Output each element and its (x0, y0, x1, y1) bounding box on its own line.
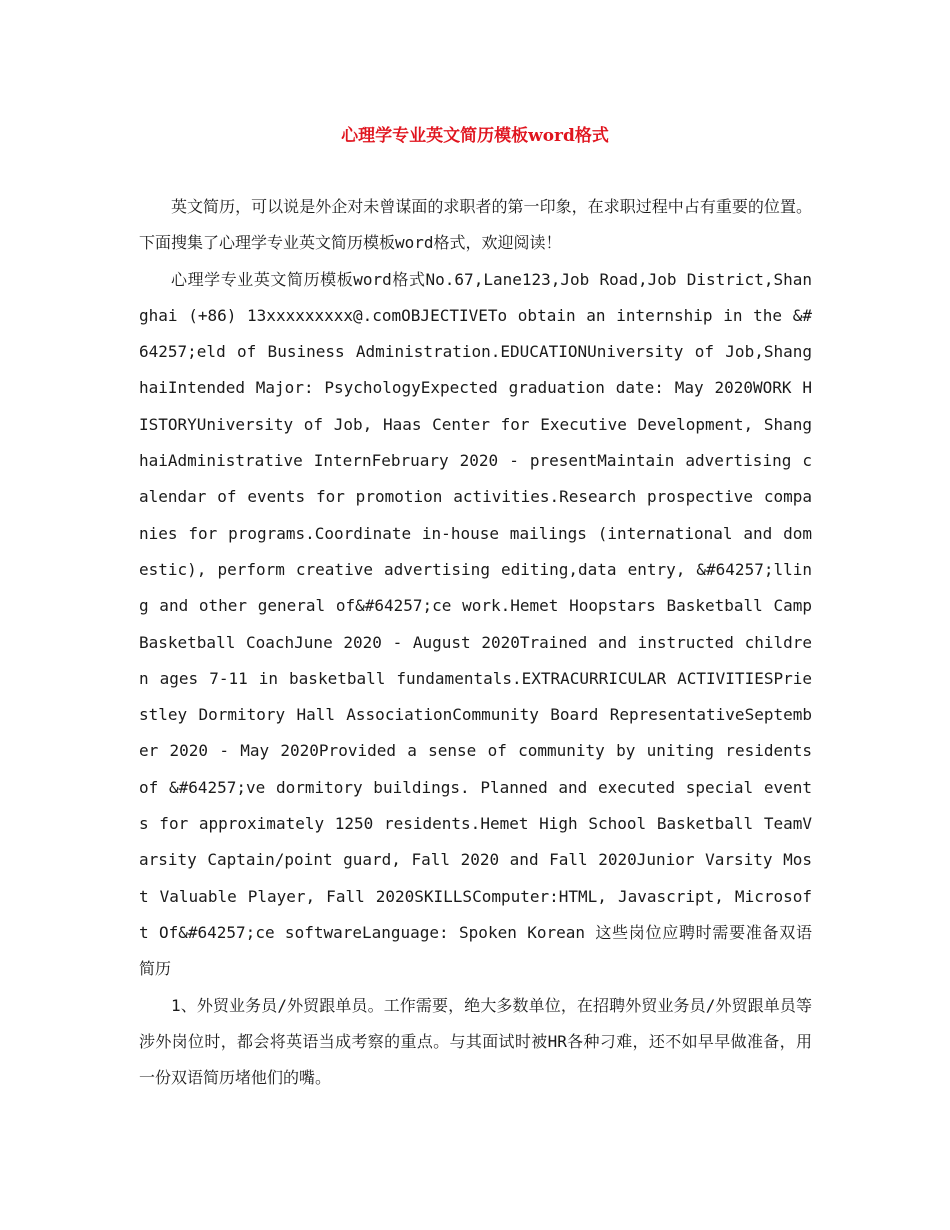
intro-paragraph: 英文简历，可以说是外企对未曾谋面的求职者的第一印象，在求职过程中占有重要的位置。下面搜集了心理学专业英文简历模板word格式，欢迎阅读！ (139, 197, 812, 253)
resume-sample-paragraph: 心理学专业英文简历模板word格式No.67,Lane123,Job Road,Job District,Shanghai (+86) 13xxxxxxxxx@.comOBJECTIVETo obtain an internship in the &#64257;eld of Business Administration.EDUCATIONUniversity of Job,ShanghaiIntended Major: PsychologyExpected graduation date: May 2020WORK HISTORYUniversity of Job, Haas Center for Executive Development, ShanghaiAdministrative InternFebruary 2020 - presentMaintain advertising calendar of events for promotion activities.Research prospective companies for programs.Coordinate in-house mailings (international and domestic), perform creative advertising editing,data entry, &#64257;lling and other general of&#64257;ce work.Hemet Hoopstars Basketball CampBasketball CoachJune 2020 - August 2020Trained and instructed children ages 7-11 in basketball fundamentals.EXTRACURRICULAR ACTIVITIESPriestley Dormitory Hall AssociationCommunity Board RepresentativeSeptember 2020 - May 2020Provided a sense of community by uniting residents of &#64257;ve dormitory buildings. Planned and executed special events for approximately 1250 residents.Hemet High School Basketball TeamVarsity Captain/point guard, Fall 2020 and Fall 2020Junior Varsity Most Valuable Player, Fall 2020SKILLSComputer:HTML, Javascript, Microsoft Of&#64257;ce softwareLanguage: Spoken Korean 这些岗位应聘时需要准备双语简历 (139, 269, 812, 979)
document-title: 心理学专业英文简历模板word格式 (341, 126, 609, 146)
document-body (139, 189, 812, 1096)
bilingual-jobs-paragraph: 1、外贸业务员/外贸跟单员。工作需要，绝大多数单位，在招聘外贸业务员/外贸跟单员等涉外岗位时，都会将英语当成考察的重点。与其面试时被HR各种刁难，还不如早早做准备，用一份双语简历堵他们的嘴。 (139, 995, 812, 1088)
